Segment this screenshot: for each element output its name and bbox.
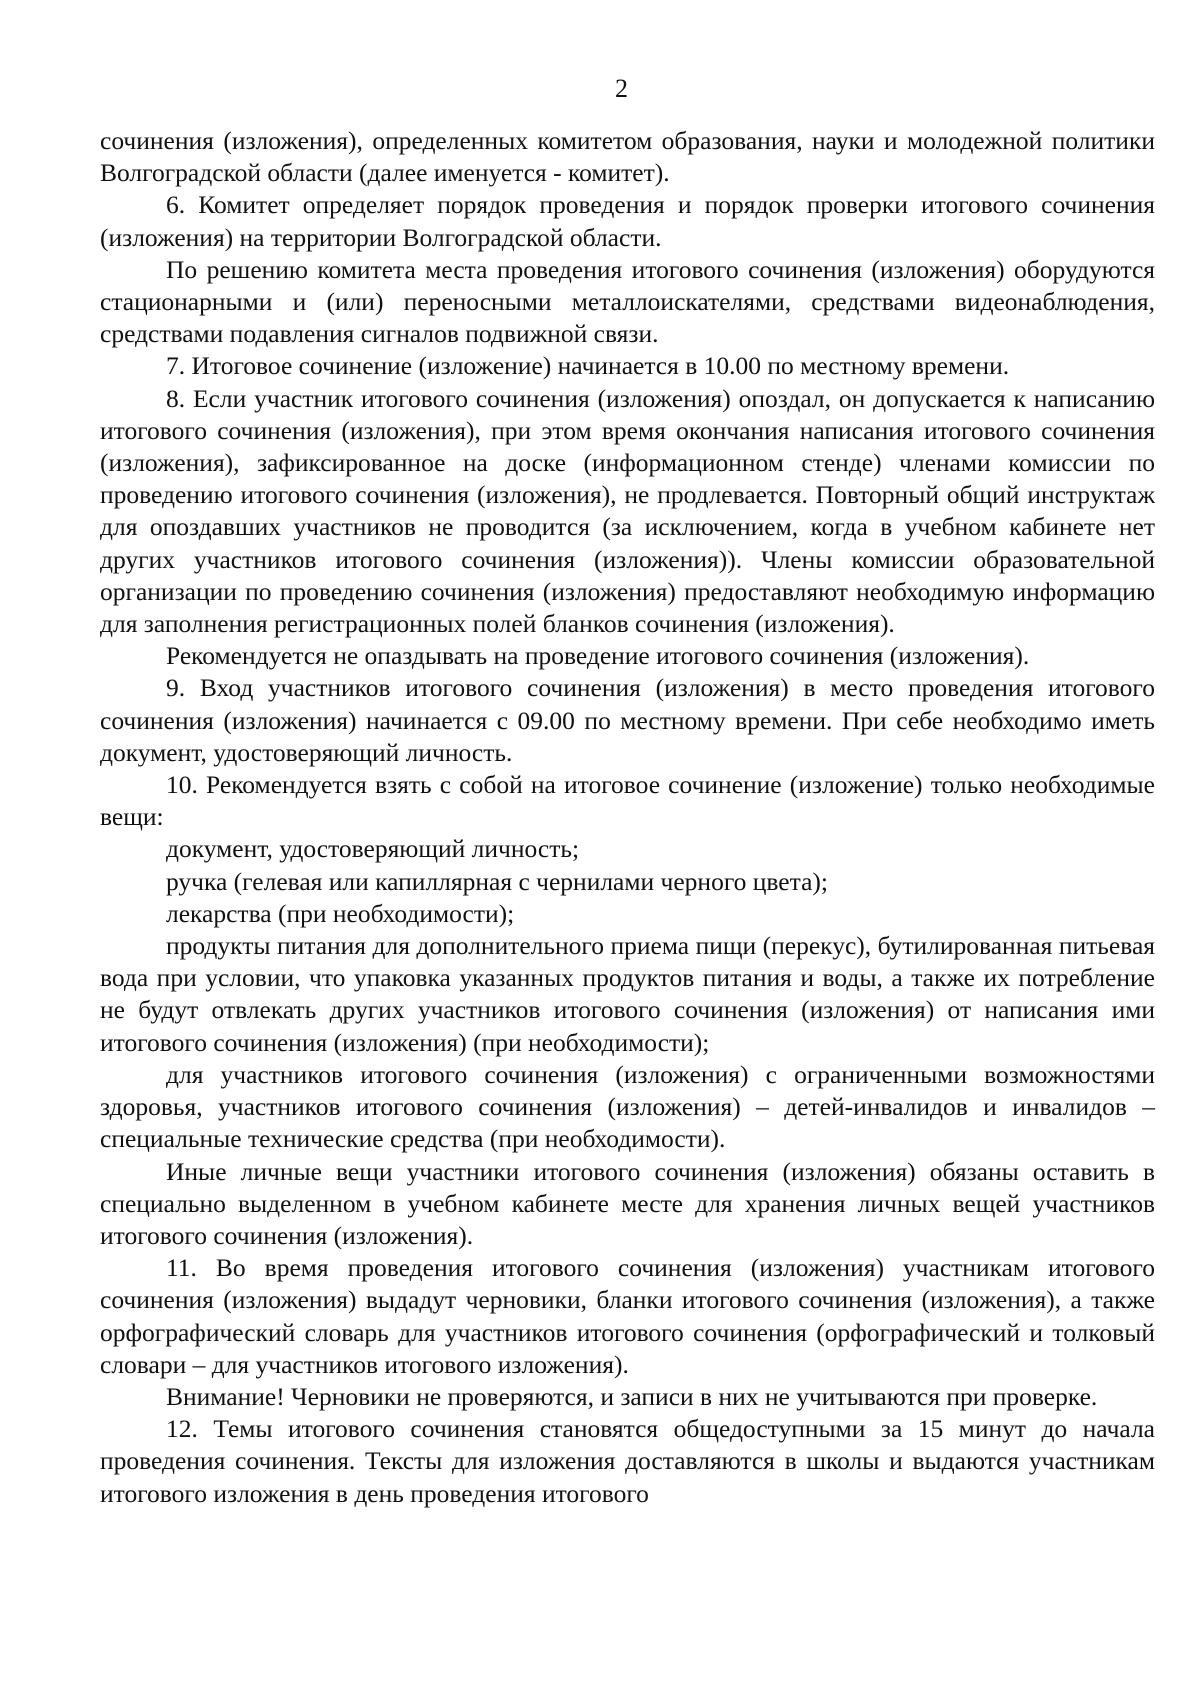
paragraph-item-9: 9. Вход участников итогового сочинения (изложения) в место проведения итогового сочинения (изложения) начинается с 09.00 по местному времени. При себе необходимо иметь документ, удостоверяющий личность. bbox=[100, 673, 1155, 767]
list-item-special-means: для участников итогового сочинения (изложения) с ограниченными возможностями здоровья, участников итогового сочинения (изложения) – детей-инвалидов и инвалидов – специальные технические средства (при необходимости). bbox=[100, 1059, 1155, 1154]
list-item-pen: ручка (гелевая или капиллярная с чернилами черного цвета); bbox=[166, 866, 828, 896]
list-item-document: документ, удостоверяющий личность; bbox=[166, 834, 580, 864]
paragraph-personal-items: Иные личные вещи участники итогового сочинения (изложения) обязаны оставить в специально выделенном в учебном кабинете месте для хранения личных вещей участников итогового сочинения (изложения). bbox=[100, 1156, 1155, 1250]
paragraph-item-12: 12. Темы итогового сочинения становятся общедоступными за 15 минут до начала проведения сочинения. Тексты для изложения доставляются в школы и выдаются участникам итогового изложения в день проведения итогового bbox=[100, 1414, 1155, 1508]
paragraph-recommendation-late: Рекомендуется не опаздывать на проведение итогового сочинения (изложения). bbox=[166, 641, 1030, 671]
paragraph-item-8: 8. Если участник итогового сочинения (изложения) опоздал, он допускается к написанию итогового сочинения (изложения), при этом время окончания написания итогового сочинения (изложения), зафиксированное на доске (информационном стенде) членами комиссии по проведению итогового сочинения (изложения), не продлевается. Повторный общий инструктаж для опоздавших участников не проводится (за исключением, когда в учебном кабинете нет других участников итогового сочинения (изложения)). Члены комиссии образовательной организации по проведению сочинения (изложения) предоставляют необходимую информацию для заполнения регистрационных полей бланков сочинения (изложения). bbox=[100, 383, 1155, 639]
document-body bbox=[100, 125, 1155, 1510]
paragraph-item-6: 6. Комитет определяет порядок проведения и порядок проверки итогового сочинения (изложения) на территории Волгоградской области. bbox=[100, 190, 1155, 252]
paragraph-item-11: 11. Во время проведения итогового сочинения (изложения) участникам итогового сочинения (изложения) выдадут черновики, бланки итогового сочинения (изложения), а также орфографический словарь для участников итогового сочинения (орфографический и толковый словари – для участников итогового изложения). bbox=[100, 1253, 1155, 1379]
paragraph-equipment: По решению комитета места проведения итогового сочинения (изложения) оборудуются стационарными и (или) переносными металлоискателями, средствами видеонаблюдения, средствами подавления сигналов подвижной связи. bbox=[100, 254, 1155, 349]
paragraph-item-10: 10. Рекомендуется взять с собой на итоговое сочинение (изложение) только необходимые вещи: bbox=[100, 770, 1155, 832]
paragraph-item-7: 7. Итоговое сочинение (изложение) начинается в 10.00 по местному времени. bbox=[166, 351, 1010, 381]
paragraph-continuation: сочинения (изложения), определенных комитетом образования, науки и молодежной политики Волгоградской области (далее именуется - комитет). bbox=[100, 126, 1155, 188]
paragraph-attention: Внимание! Черновики не проверяются, и записи в них не учитываются при проверке. bbox=[166, 1381, 1098, 1411]
page-number: 2 bbox=[615, 74, 628, 103]
list-item-food: продукты питания для дополнительного приема пищи (перекус), бутилированная питьевая вода при условии, что упаковка указанных продуктов питания и воды, а также их потребление не будут отвлекать других участников итогового сочинения (изложения) от написания ими итогового сочинения (изложения) (при необходимости); bbox=[100, 931, 1155, 1057]
list-item-medicine: лекарства (при необходимости); bbox=[166, 898, 515, 928]
